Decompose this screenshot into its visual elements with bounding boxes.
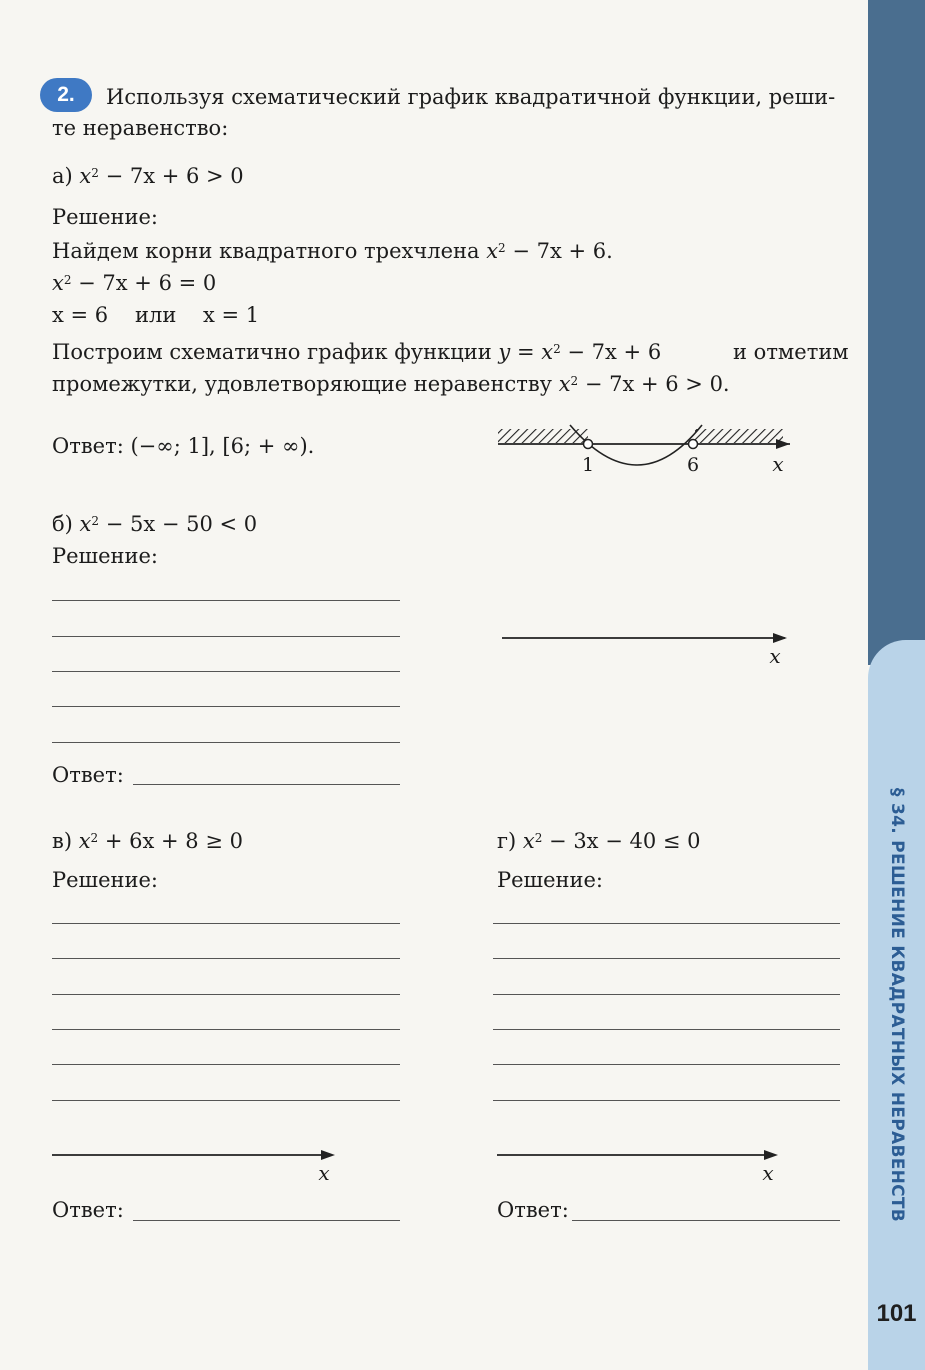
part-d-inequality: г) $x^2 - 3x - 40 \le 0$ [497, 829, 701, 853]
part-a-root1: x = 6 [52, 303, 109, 327]
part-c-answer-label: Ответ: [52, 1198, 124, 1222]
part-a-step1: Найдем корни квадратного трехчлена $x^2 - 7x + 6$. [52, 239, 613, 263]
sidebar-top-band [868, 0, 925, 665]
part-c-answer-line[interactable] [133, 1220, 400, 1221]
part-c-inequality: в) $x^2 + 6x + 8 \ge 0$ [52, 829, 243, 853]
part-a-graph-line2: промежутки, удовлетворяющие неравенству $x^2 - 7x + 6 > 0$. [52, 372, 730, 396]
part-a-graph-line1-end: и отметим [733, 340, 849, 364]
part-d-axis [495, 1144, 795, 1189]
part-b-answer-label: Ответ: [52, 763, 124, 787]
part-b-write-line[interactable] [52, 600, 400, 601]
part-c-write-line[interactable] [52, 1029, 400, 1030]
tick-label-6: 6 [686, 454, 700, 476]
part-d-write-line[interactable] [493, 1029, 840, 1030]
task-number-badge: 2. [40, 78, 92, 112]
part-a-inequality: а) $x^2 - 7x + 6 > 0$ [52, 164, 244, 188]
part-b-axis [500, 627, 800, 672]
part-a-label: а) [52, 164, 73, 188]
part-d-write-line[interactable] [493, 1100, 840, 1101]
part-d-solution-label: Решение: [497, 868, 604, 892]
axis-label-x: x [318, 1161, 330, 1185]
task-prompt-line1: Используя схематический график квадратичной функции, реши- [106, 85, 836, 109]
axis-label-x: x [772, 452, 784, 476]
section-title: § 34. РЕШЕНИЕ КВАДРАТНЫХ НЕРАВЕНСТВ [887, 787, 907, 1223]
part-b-write-line[interactable] [52, 636, 400, 637]
part-a-solution-label: Решение: [52, 205, 159, 229]
root-point-6 [689, 440, 698, 449]
x-axis-arrow [321, 1150, 335, 1160]
part-a-equation: $x^2 - 7x + 6 = 0$ [52, 271, 217, 295]
x-axis-arrow [764, 1150, 778, 1160]
x-axis-arrow [773, 633, 787, 643]
part-b-inequality: б) $x^2 - 5x - 50 < 0$ [52, 512, 258, 536]
part-c-axis [50, 1144, 350, 1189]
part-d-write-line[interactable] [493, 1064, 840, 1065]
part-d-write-line[interactable] [493, 994, 840, 995]
part-c-solution-label: Решение: [52, 868, 159, 892]
page-number: 101 [876, 1300, 917, 1327]
part-c-write-line[interactable] [52, 1100, 400, 1101]
axis-label-x: x [762, 1161, 774, 1185]
part-d-answer-label: Ответ: [497, 1198, 569, 1222]
part-b-solution-label: Решение: [52, 544, 159, 568]
part-a-graph-line1: Построим схематично график функции $y = x^2 - 7x + 6$ [52, 340, 662, 364]
part-a-or: или [135, 303, 177, 327]
part-c-write-line[interactable] [52, 1064, 400, 1065]
part-c-write-line[interactable] [52, 923, 400, 924]
tick-label-1: 1 [581, 454, 595, 476]
part-b-write-line[interactable] [52, 742, 400, 743]
part-a-answer: Ответ: (−∞; 1], [6; + ∞). [52, 434, 315, 458]
part-a-schematic [490, 415, 800, 480]
root-point-1 [584, 440, 593, 449]
part-a-root2: x = 1 [203, 303, 260, 327]
part-c-write-line[interactable] [52, 994, 400, 995]
part-c-write-line[interactable] [52, 958, 400, 959]
axis-label-x: x [769, 644, 781, 668]
part-d-write-line[interactable] [493, 923, 840, 924]
part-d-answer-line[interactable] [572, 1220, 840, 1221]
part-b-answer-line[interactable] [133, 784, 400, 785]
shaded-interval-right [695, 429, 783, 443]
task-prompt-line2: те неравенство: [52, 116, 229, 140]
part-d-write-line[interactable] [493, 958, 840, 959]
part-b-write-line[interactable] [52, 706, 400, 707]
part-b-write-line[interactable] [52, 671, 400, 672]
